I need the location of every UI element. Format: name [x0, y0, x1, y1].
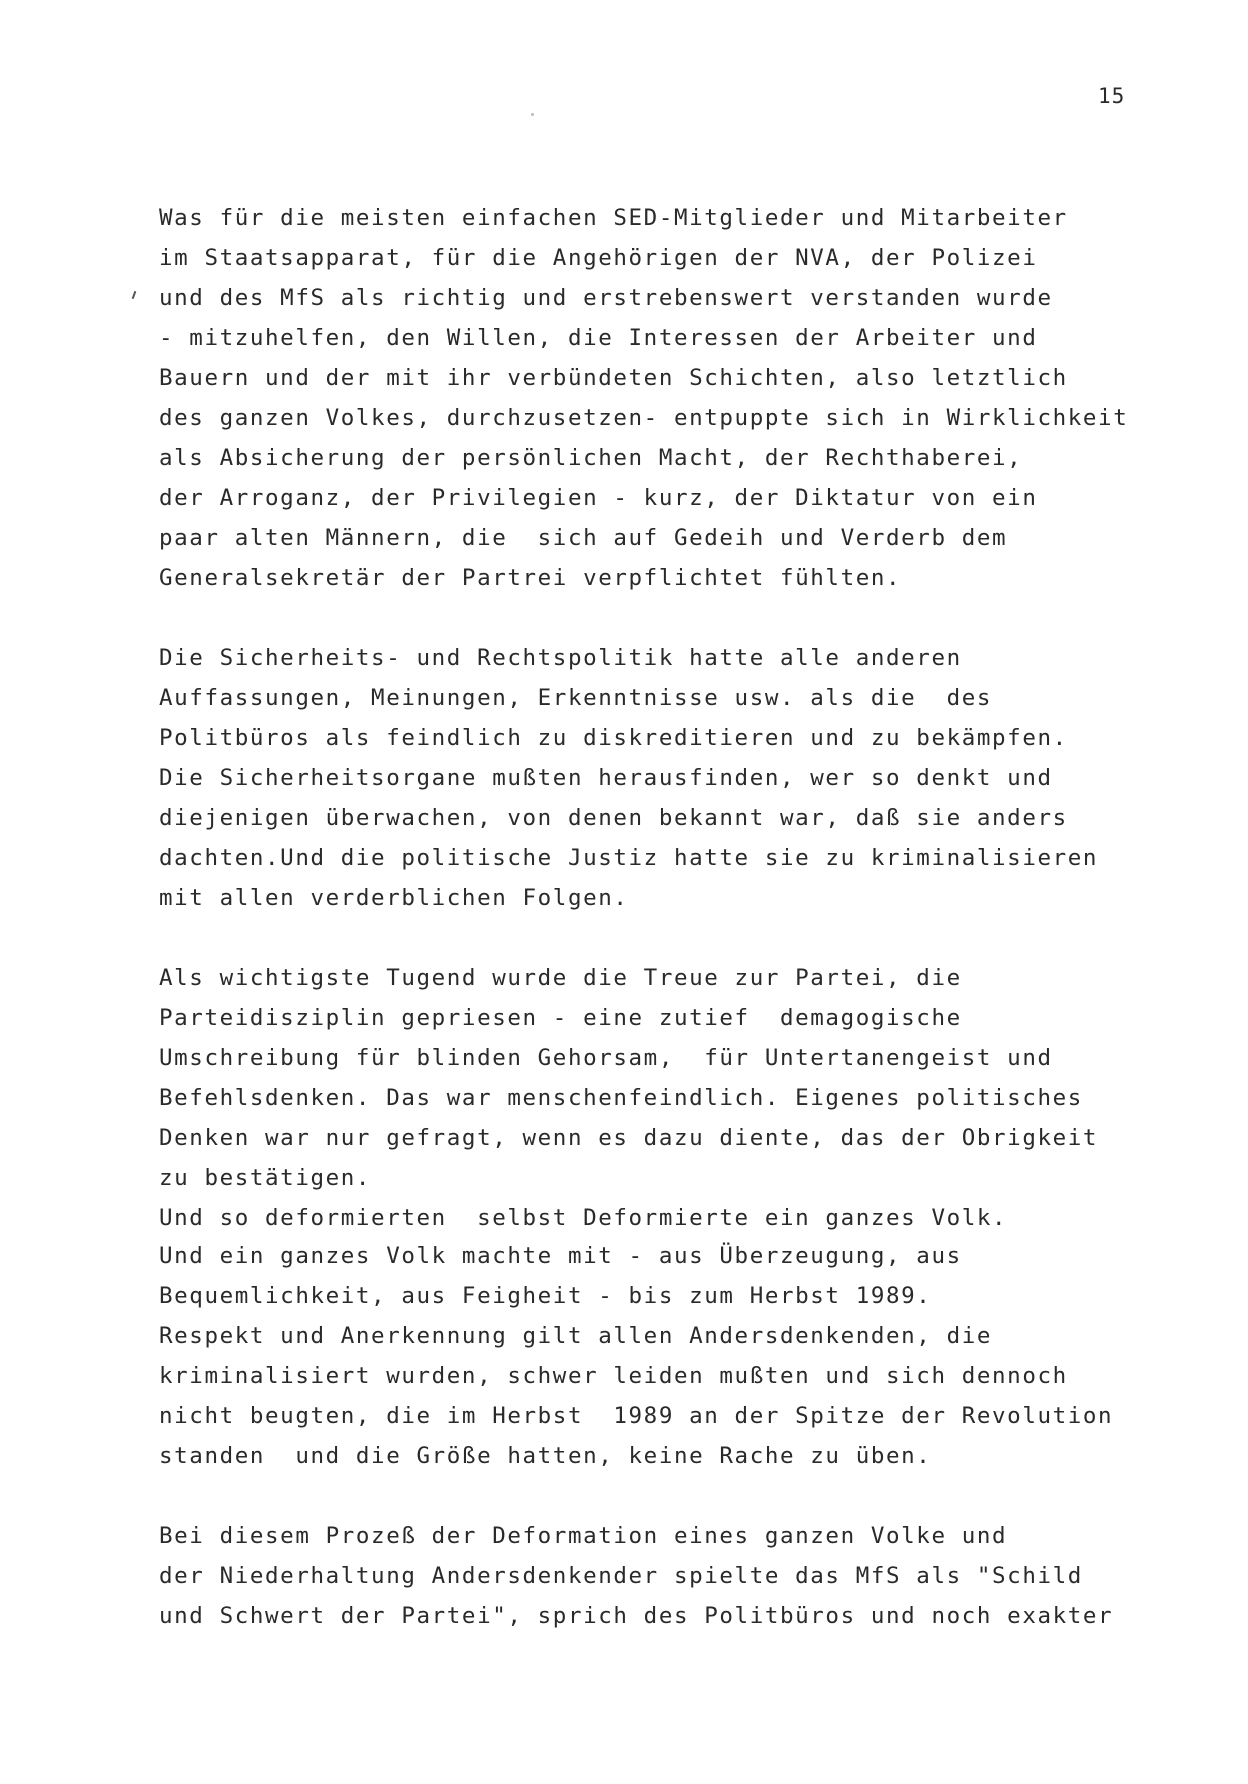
text-line: der Arroganz, der Privilegien - kurz, der Diktatur von ein	[159, 485, 1038, 511]
text-line: Und ein ganzes Volk machte mit - aus Überzeugung, aus	[159, 1243, 962, 1269]
scan-mark	[132, 291, 137, 299]
text-line: Als wichtigste Tugend wurde die Treue zur Partei, die	[159, 965, 962, 991]
text-line: Respekt und Anerkennung gilt allen Andersdenkenden, die	[159, 1323, 993, 1349]
text-line: Bequemlichkeit, aus Feigheit - bis zum Herbst 1989.	[159, 1283, 932, 1309]
text-line: standen und die Größe hatten, keine Rache zu üben.	[159, 1443, 932, 1469]
text-line: Die Sicherheitsorgane mußten herausfinden, wer so denkt und	[159, 765, 1053, 791]
text-line: Bei diesem Prozeß der Deformation eines ganzen Volke und	[159, 1523, 1008, 1549]
text-line: Denken war nur gefragt, wenn es dazu diente, das der Obrigkeit	[159, 1125, 1099, 1151]
text-line: Und so deformierten selbst Deformierte ein ganzes Volk.	[159, 1205, 1008, 1231]
text-line: mit allen verderblichen Folgen.	[159, 885, 629, 911]
text-line: Parteidisziplin gepriesen - eine zutief demagogische	[159, 1005, 962, 1031]
scan-speck	[531, 113, 534, 116]
text-line: der Niederhaltung Andersdenkender spielte das MfS als "Schild	[159, 1563, 1083, 1589]
text-line: nicht beugten, die im Herbst 1989 an der Spitze der Revolution	[159, 1403, 1114, 1429]
text-line: dachten.Und die politische Justiz hatte sie zu kriminalisieren	[159, 845, 1099, 871]
text-line: und des MfS als richtig und erstrebenswert verstanden wurde	[159, 285, 1053, 311]
text-line: Befehlsdenken. Das war menschenfeindlich. Eigenes politisches	[159, 1085, 1083, 1111]
text-line: Die Sicherheits- und Rechtspolitik hatte alle anderen	[159, 645, 962, 671]
text-line: im Staatsapparat, für die Angehörigen der NVA, der Polizei	[159, 245, 1038, 271]
text-line: Generalsekretär der Partrei verpflichtet fühlten.	[159, 565, 902, 591]
text-line: des ganzen Volkes, durchzusetzen- entpuppte sich in Wirklichkeit	[159, 405, 1129, 431]
text-line: Bauern und der mit ihr verbündeten Schichten, also letztlich	[159, 365, 1068, 391]
text-line: zu bestätigen.	[159, 1165, 372, 1191]
text-line: Politbüros als feindlich zu diskreditieren und zu bekämpfen.	[159, 725, 1068, 751]
text-line: paar alten Männern, die sich auf Gedeih und Verderb dem	[159, 525, 1008, 551]
text-line: Umschreibung für blinden Gehorsam, für Untertanengeist und	[159, 1045, 1053, 1071]
text-line: - mitzuhelfen, den Willen, die Interessen der Arbeiter und	[159, 325, 1038, 351]
text-line: kriminalisiert wurden, schwer leiden mußten und sich dennoch	[159, 1363, 1068, 1389]
text-line: diejenigen überwachen, von denen bekannt war, daß sie anders	[159, 805, 1068, 831]
text-line: und Schwert der Partei", sprich des Politbüros und noch exakter	[159, 1603, 1114, 1629]
text-line: Auffassungen, Meinungen, Erkenntnisse usw. als die des	[159, 685, 993, 711]
text-line: als Absicherung der persönlichen Macht, der Rechthaberei,	[159, 445, 1023, 471]
page-number: 15	[1098, 84, 1126, 108]
text-line: Was für die meisten einfachen SED-Mitglieder und Mitarbeiter	[159, 205, 1068, 231]
